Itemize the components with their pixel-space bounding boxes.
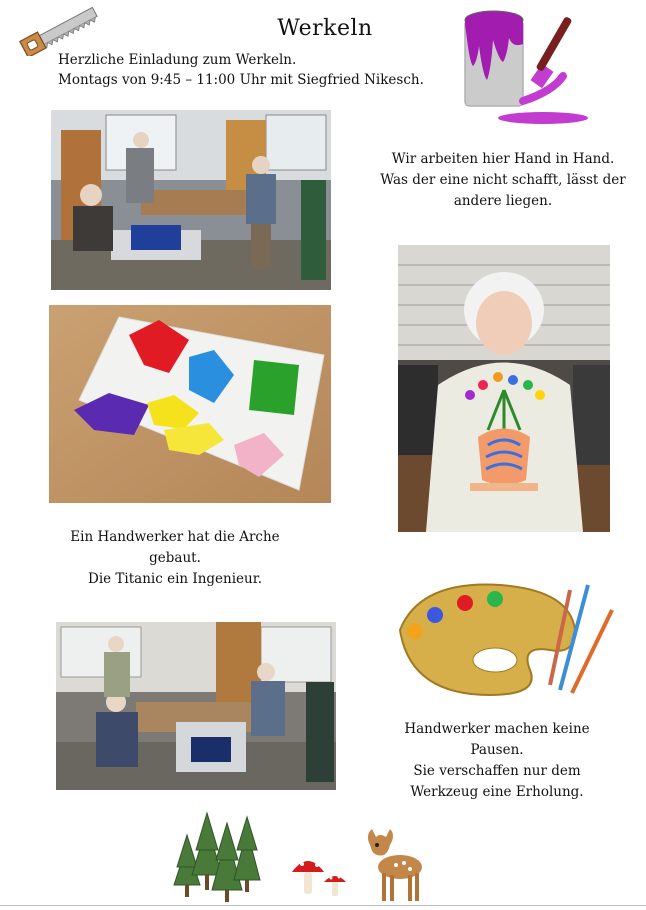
intro-line: Herzliche Einladung zum Werkeln. — [58, 52, 297, 68]
quote-line: Sie verschaffen nur dem — [413, 763, 581, 779]
puzzle-board-photo — [49, 305, 331, 503]
quote-line: Wir arbeiten hier Hand in Hand. — [391, 151, 615, 167]
quote-arche — [60, 527, 290, 590]
palette-icon — [390, 575, 620, 700]
woman-with-vase-photo — [398, 245, 610, 532]
quote-line: andere liegen. — [453, 193, 553, 209]
quote-line: Was der eine nicht schafft, lässt der — [380, 172, 626, 188]
workshop-photo — [51, 110, 331, 290]
quote-hand-in-hand — [368, 149, 638, 212]
quote-line: Werkzeug eine Erholung. — [410, 784, 584, 800]
paint-can-icon — [455, 6, 590, 126]
page-bottom-border — [0, 905, 646, 906]
quote-keine-pausen — [387, 719, 607, 803]
quote-line: Die Titanic ein Ingenieur. — [88, 571, 262, 587]
saw-icon — [18, 6, 108, 56]
page-title: Werkeln — [277, 16, 373, 41]
quote-line: Ein Handwerker hat die Arche — [70, 529, 280, 545]
intro-text — [58, 50, 424, 90]
trees-icon — [172, 805, 272, 905]
quote-line: gebaut. — [149, 550, 201, 566]
fawn-icon — [360, 815, 430, 905]
workshop-photo-2 — [56, 622, 336, 790]
mushrooms-icon — [290, 850, 350, 900]
quote-line: Pausen. — [470, 742, 524, 758]
intro-line: Montags von 9:45 – 11:00 Uhr mit Siegfried Nikesch. — [58, 72, 424, 88]
quote-line: Handwerker machen keine — [404, 721, 590, 737]
